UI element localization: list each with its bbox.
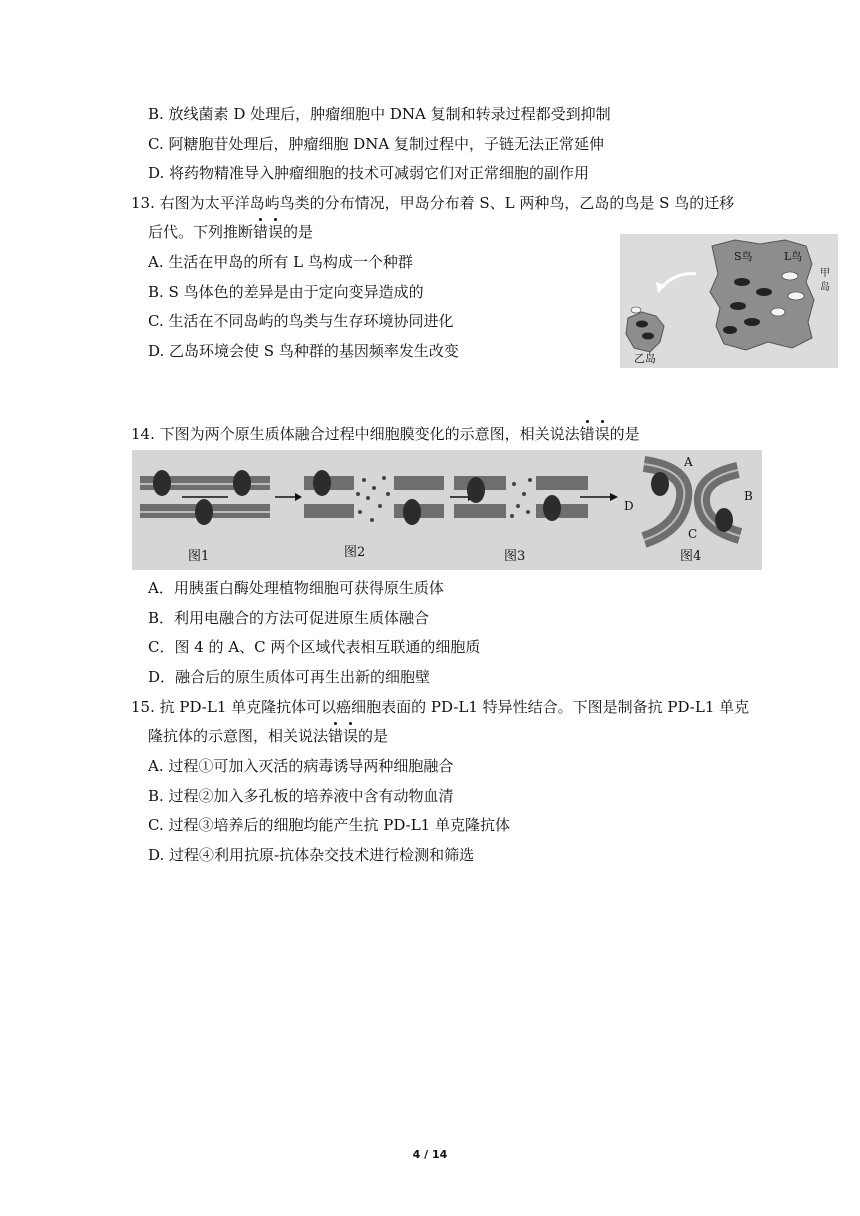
island-yi-label: 乙岛 <box>634 352 656 365</box>
q12-option-b: B. 放线菌素 D 处理后，肿瘤细胞中 DNA 复制和转录过程都受到抑制 <box>148 105 611 123</box>
q15-stem-post: 的是 <box>358 727 389 745</box>
region-a-label: A <box>684 455 693 469</box>
q13-emphasis-char-1: 错 <box>253 223 269 241</box>
q13-emphasis-char-2: 误 <box>268 223 284 241</box>
q13-option-c: C. 生活在不同岛屿的鸟类与生存环境协同进化 <box>148 312 454 330</box>
q14-membrane-fusion-figure <box>132 450 762 570</box>
q14-option-c: C．图 4 的 A、C 两个区域代表相互联通的细胞质 <box>148 638 481 656</box>
q13-island-figure <box>620 234 838 368</box>
q15-option-d: D. 过程④利用抗原-抗体杂交技术进行检测和筛选 <box>148 846 475 864</box>
q15-stem-line1: 15. 抗 PD-L1 单克隆抗体可以癌细胞表面的 PD-L1 特异性结合。下图是制备抗 PD-L1 单克 <box>131 698 750 716</box>
q14-stem-pre: 14. 下图为两个原生质体融合过程中细胞膜变化的示意图，相关说法 <box>131 425 580 443</box>
q14-option-d: D．融合后的原生质体可再生出新的细胞壁 <box>148 668 431 686</box>
q14-emphasis-char-2: 误 <box>594 425 610 443</box>
q15-stem-pre: 隆抗体的示意图，相关说法 <box>148 727 329 745</box>
q13-stem-line2 <box>148 222 313 242</box>
membrane-fusion-illustration <box>132 450 762 570</box>
q13-stem-line1: 13. 右图为太平洋岛屿鸟类的分布情况，甲岛分布着 S、L 两种鸟，乙岛的鸟是 S 鸟的迁移 <box>131 194 735 212</box>
figure-label-3: 图3 <box>504 549 526 564</box>
island-illustration <box>620 234 838 368</box>
q13-stem-pre: 后代。下列推断 <box>148 223 254 241</box>
q15-emphasis-char-1: 错 <box>328 727 344 745</box>
l-bird-label: L鸟 <box>784 250 803 263</box>
q12-option-d: D. 将药物精准导入肿瘤细胞的技术可减弱它们对正常细胞的副作用 <box>148 164 590 182</box>
figure-label-2: 图2 <box>344 545 366 560</box>
page-number: 4 / 14 <box>412 1148 448 1161</box>
region-b-label: B <box>744 489 753 503</box>
q14-option-a: A．用胰蛋白酶处理植物细胞可获得原生质体 <box>148 579 444 597</box>
figure-label-4: 图4 <box>680 549 702 564</box>
q14-emphasis-char-1: 错 <box>579 425 595 443</box>
q13-stem-post: 的是 <box>283 223 314 241</box>
q14-stem <box>131 424 640 444</box>
q13-option-b: B. S 鸟体色的差异是由于定向变异造成的 <box>148 283 424 301</box>
q13-option-a: A. 生活在甲岛的所有 L 鸟构成一个种群 <box>148 253 413 271</box>
s-bird-label: S鸟 <box>734 250 753 263</box>
region-d-label: D <box>624 499 634 513</box>
figure-label-1: 图1 <box>188 549 210 564</box>
q14-stem-post: 的是 <box>609 425 640 443</box>
q15-stem-line2 <box>148 726 388 746</box>
q15-option-a: A. 过程①可加入灭活的病毒诱导两种细胞融合 <box>148 757 454 775</box>
island-jia-char-2: 岛 <box>820 282 830 293</box>
q15-emphasis-char-2: 误 <box>343 727 359 745</box>
q14-option-b: B．利用电融合的方法可促进原生质体融合 <box>148 609 430 627</box>
island-jia-char-1: 甲 <box>820 268 830 279</box>
q15-option-c: C. 过程③培养后的细胞均能产生抗 PD-L1 单克隆抗体 <box>148 816 510 834</box>
region-c-label: C <box>688 527 698 541</box>
q15-option-b: B. 过程②加入多孔板的培养液中含有动物血清 <box>148 787 454 805</box>
q12-option-c: C. 阿糖胞苷处理后，肿瘤细胞 DNA 复制过程中，子链无法正常延伸 <box>148 135 605 153</box>
q13-option-d: D. 乙岛环境会使 S 鸟种群的基因频率发生改变 <box>148 342 459 360</box>
